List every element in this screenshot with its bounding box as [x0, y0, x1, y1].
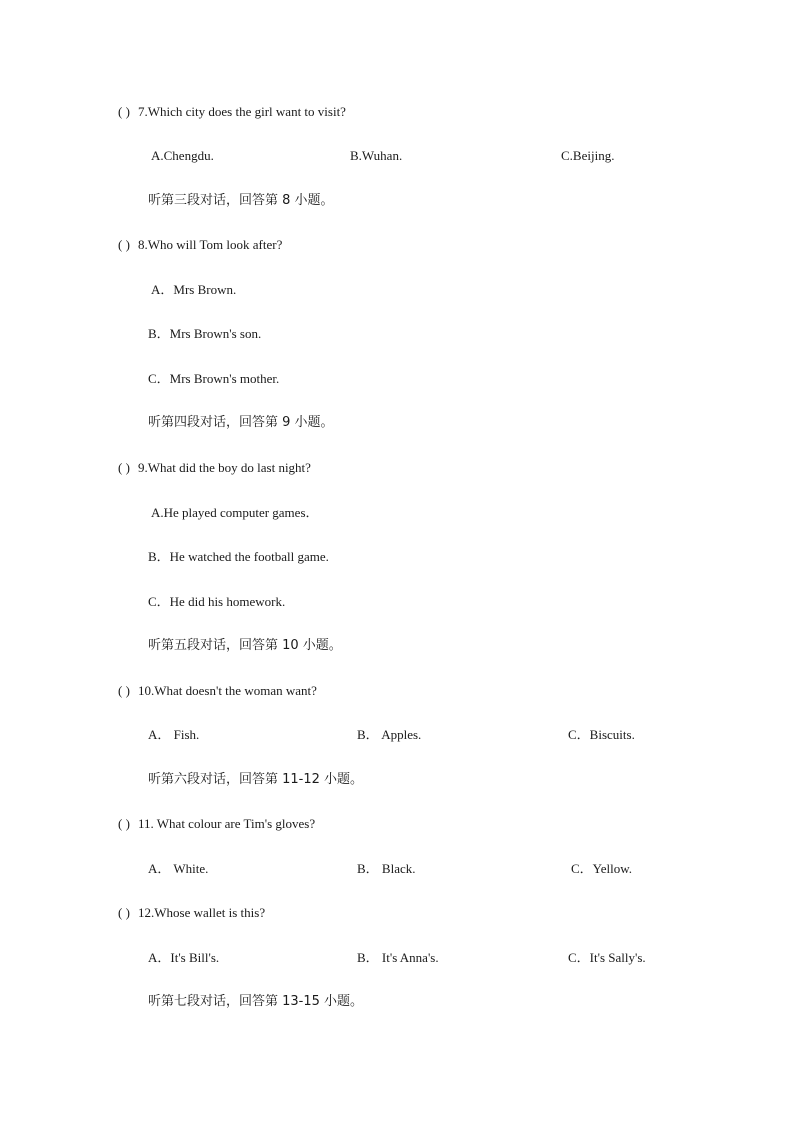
- option-c: C．He did his homework.: [148, 594, 286, 609]
- question-7: [118, 104, 346, 120]
- question-9: [118, 460, 311, 476]
- answer-blank[interactable]: ( ): [118, 816, 130, 831]
- option-b: B． Apples.: [357, 727, 422, 742]
- answer-blank[interactable]: ( ): [118, 460, 130, 475]
- option-a: A． White.: [148, 861, 209, 876]
- option-b: B． Black.: [357, 861, 416, 876]
- option-c: C．Mrs Brown's mother.: [148, 371, 280, 386]
- option-a: A．It's Bill's.: [148, 950, 220, 965]
- option-b: B.Wuhan.: [350, 148, 403, 163]
- answer-blank[interactable]: ( ): [118, 104, 130, 119]
- question-10: [118, 683, 317, 699]
- option-a: A．Mrs Brown.: [151, 282, 237, 297]
- answer-blank[interactable]: ( ): [118, 683, 130, 698]
- question-12: [118, 905, 265, 921]
- option-c: C．It's Sally's.: [568, 950, 646, 965]
- option-a: A． Fish.: [148, 727, 200, 742]
- question-text: 7.Which city does the girl want to visit?: [138, 104, 346, 119]
- option-c: C．Yellow.: [571, 861, 633, 876]
- section-heading-4: 听第四段对话，回答第 9 小题。: [148, 415, 334, 430]
- option-c: C．Biscuits.: [568, 727, 635, 742]
- question-11: [118, 816, 315, 832]
- question-text: 12.Whose wallet is this?: [138, 905, 266, 920]
- answer-blank[interactable]: ( ): [118, 237, 130, 252]
- option-a: A.He played computer games．: [151, 505, 319, 520]
- section-heading-6: 听第六段对话，回答第 11-12 小题。: [148, 772, 364, 787]
- option-a: A.Chengdu.: [151, 148, 214, 163]
- section-heading-7: 听第七段对话，回答第 13-15 小题。: [148, 994, 364, 1009]
- section-heading-5: 听第五段对话，回答第 10 小题。: [148, 638, 342, 653]
- answer-blank[interactable]: ( ): [118, 905, 130, 920]
- question-text: 9.What did the boy do last night?: [138, 460, 311, 475]
- question-8: [118, 237, 282, 253]
- question-text: 10.What doesn't the woman want?: [138, 683, 317, 698]
- option-c: C.Beijing.: [561, 148, 615, 163]
- section-heading-3: 听第三段对话，回答第 8 小题。: [148, 193, 334, 208]
- option-b: B．He watched the football game.: [148, 549, 329, 564]
- question-text: 8.Who will Tom look after?: [138, 237, 283, 252]
- option-b: B． It's Anna's.: [357, 950, 439, 965]
- option-b: B．Mrs Brown's son.: [148, 326, 262, 341]
- question-text: 11. What colour are Tim's gloves?: [138, 816, 316, 831]
